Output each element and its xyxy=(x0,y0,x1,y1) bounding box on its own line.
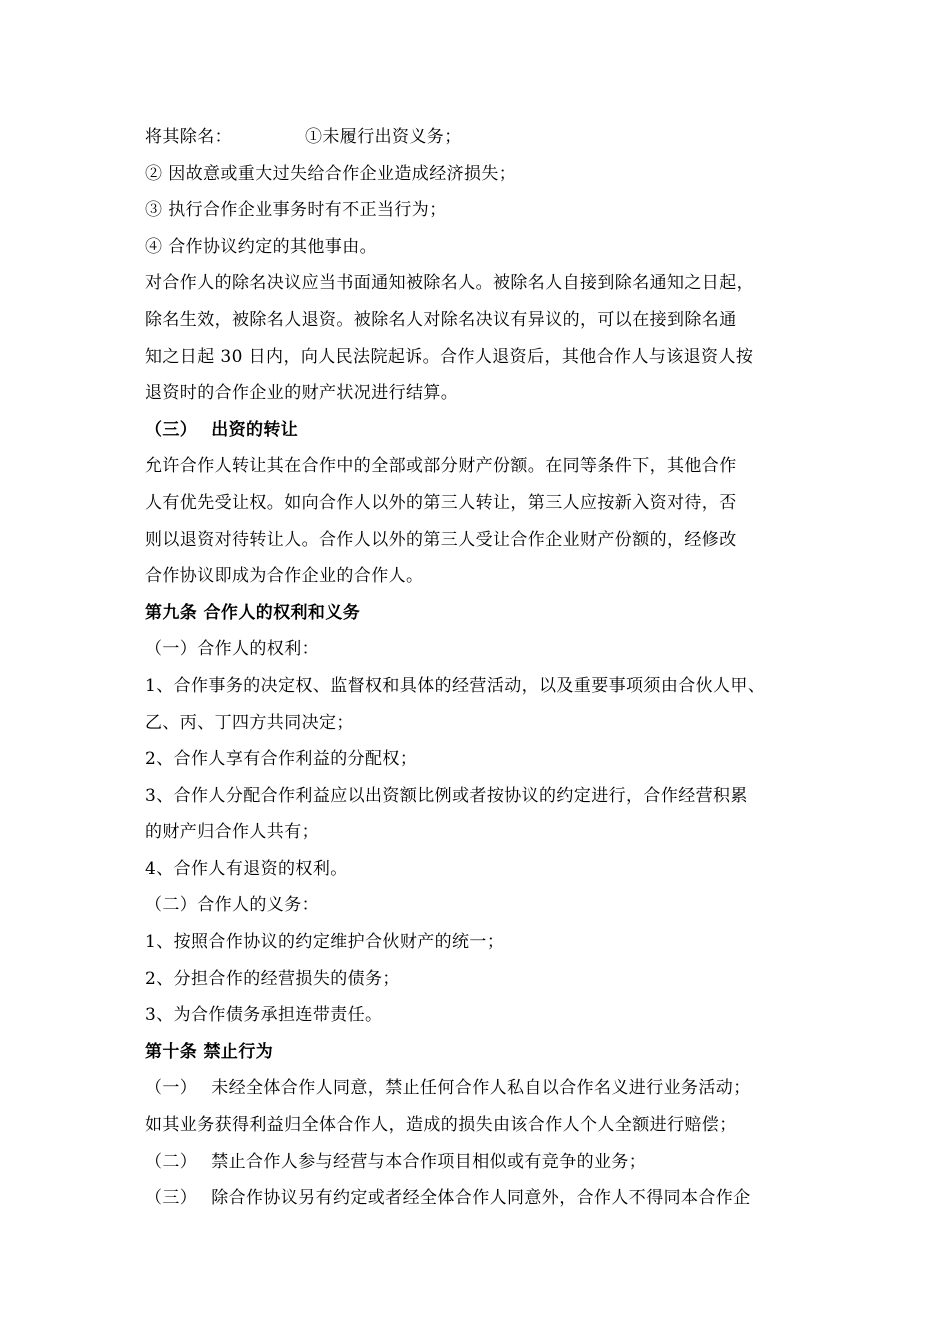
subsection-heading: （二）合作人的义务： xyxy=(145,895,319,916)
paragraph-line: 合作协议即成为合作企业的合作人。 xyxy=(145,566,424,587)
clause-text: 禁止合作人参与经营与本合作项目相似或有竞争的业务； xyxy=(211,1151,647,1172)
clause-line xyxy=(145,1180,815,1217)
paragraph-line: ③ 执行合作企业事务时有不正当行为； xyxy=(145,200,447,221)
paragraph-line: 人有优先受让权。如向合作人以外的第三人转让，第三人应按新入资对待，否 xyxy=(145,492,737,513)
paragraph-line: 对合作人的除名决议应当书面通知被除名人。被除名人自接到除名通知之日起， xyxy=(145,273,754,294)
clause-line xyxy=(145,1144,815,1181)
clause-text: 未经全体合作人同意，禁止任何合作人私自以合作名义进行业务活动； xyxy=(211,1078,751,1099)
list-item-continued: 乙、丙、丁四方共同决定； xyxy=(145,712,354,733)
heading-number: （三） xyxy=(145,419,198,440)
line-label: 将其除名： xyxy=(145,127,232,147)
article-heading: 第十条 禁止行为 xyxy=(145,1041,274,1062)
clause-number: （一） xyxy=(145,1078,198,1099)
paragraph-line xyxy=(145,119,815,156)
line-text: ①未履行出资义务； xyxy=(305,127,462,147)
clause-number: （二） xyxy=(145,1151,198,1172)
list-item: 1、合作事务的决定权、监督权和具体的经营活动，以及重要事项须由合伙人甲、 xyxy=(145,675,766,696)
paragraph-line: 除名生效，被除名人退资。被除名人对除名决议有异议的，可以在接到除名通 xyxy=(145,309,737,330)
paragraph-line: 退资时的合作企业的财产状况进行结算。 xyxy=(145,383,459,404)
list-item-continued: 的财产归合作人共有； xyxy=(145,822,319,843)
list-item: 2、分担合作的经营损失的债务； xyxy=(145,968,400,989)
list-item: 4、合作人有退资的权利。 xyxy=(145,858,348,879)
article-heading: 第九条 合作人的权利和义务 xyxy=(145,602,361,623)
subsection-heading: （一）合作人的权利： xyxy=(145,639,319,660)
clause-text: 除合作协议另有约定或者经全体合作人同意外，合作人不得同本合作企 xyxy=(211,1188,751,1209)
list-item: 2、合作人享有合作利益的分配权； xyxy=(145,749,418,770)
clause-line-continued: 如其业务获得利益归全体合作人，造成的损失由该合作人个人全额进行赔偿； xyxy=(145,1115,737,1136)
clause-line xyxy=(145,1070,815,1107)
document-page xyxy=(145,119,815,1217)
heading-text: 出资的转让 xyxy=(211,419,299,440)
paragraph-line: 则以退资对待转让人。合作人以外的第三人受让合作企业财产份额的，经修改 xyxy=(145,529,737,550)
paragraph-line: 知之日起 30 日内，向人民法院起诉。合作人退资后，其他合作人与该退资人按 xyxy=(145,346,754,367)
section-heading xyxy=(145,412,815,449)
paragraph-line: ④ 合作协议约定的其他事由。 xyxy=(145,236,378,257)
paragraph-line: 允许合作人转让其在合作中的全部或部分财产份额。在同等条件下，其他合作 xyxy=(145,456,737,477)
list-item: 3、为合作债务承担连带责任。 xyxy=(145,1005,383,1026)
list-item: 1、按照合作协议的约定维护合伙财产的统一； xyxy=(145,932,505,953)
clause-number: （三） xyxy=(145,1188,198,1209)
list-item: 3、合作人分配合作利益应以出资额比例或者按协议的约定进行，合作经营积累 xyxy=(145,785,748,806)
paragraph-line: ② 因故意或重大过失给合作企业造成经济损失； xyxy=(145,163,517,184)
